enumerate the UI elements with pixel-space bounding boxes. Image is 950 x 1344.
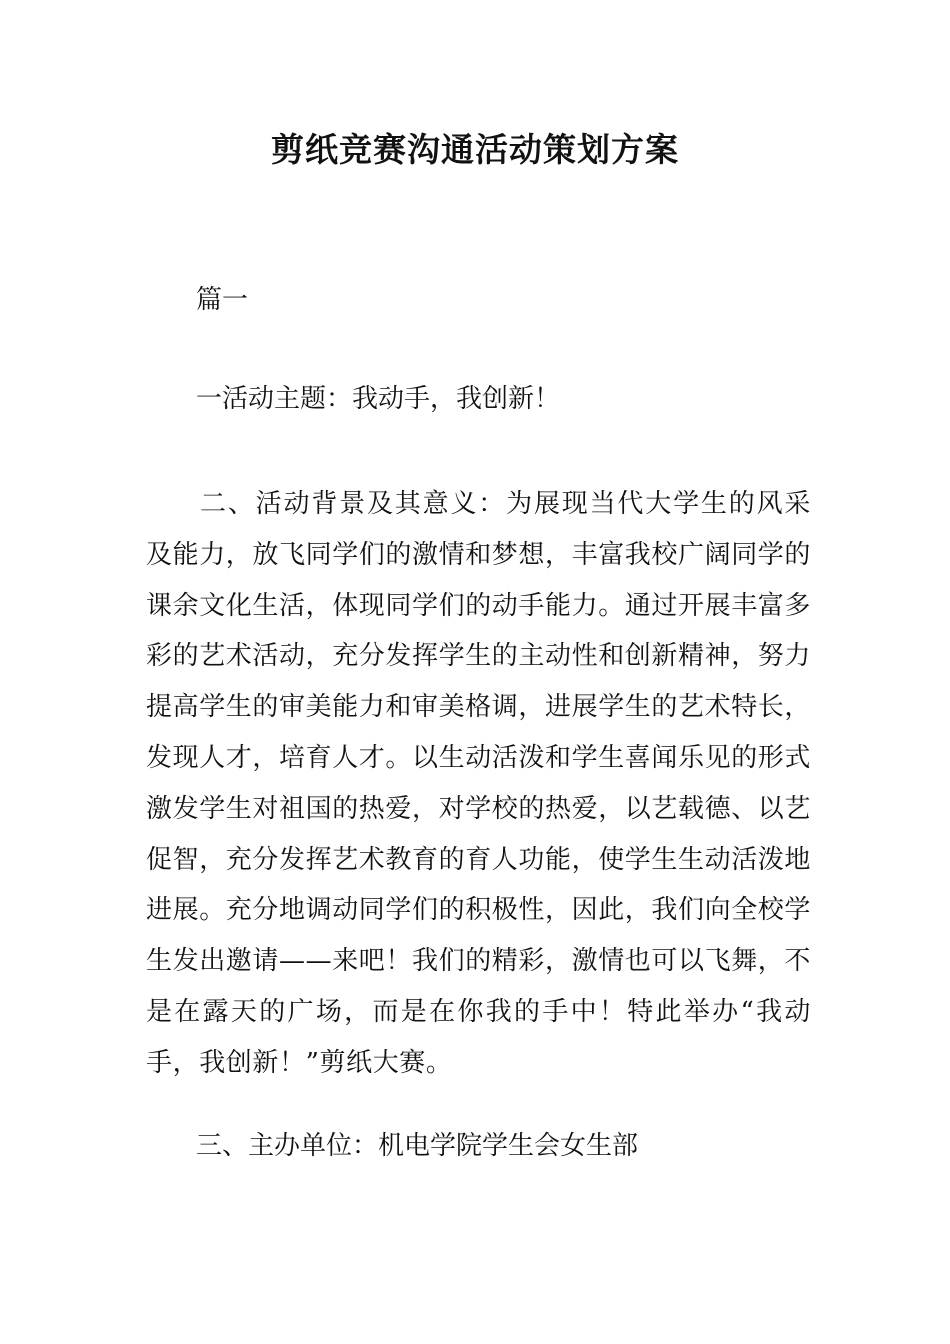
section-label: 篇一 [196, 285, 249, 315]
document-title: 剪纸竞赛沟通活动策划方案 [271, 130, 679, 169]
activity-background-paragraph: 二、活动背景及其意义：为展现当代大学生的风采及能力，放飞同学们的激情和梦想，丰富我校广阔同学的课余文化生活，体现同学们的动手能力。通过开展丰富多彩的艺术活动，充分发挥学生的主动性和创新精神，努力提高学生的审美能力和审美格调，进展学生的艺术特长，发现人才，培育人才。以生动活泼和学生喜闻乐见的形式激发学生对祖国的热爱，对学校的热爱，以艺载德、以艺促智，充分发挥艺术教育的育人功能，使学生生动活泼地进展。充分地调动同学们的积极性，因此，我们向全校学生发出邀请——来吧！我们的精彩，激情也可以飞舞，不是在露天的广场，而是在你我的手中！特此举办“我动手，我创新！”剪纸大赛。 [146, 489, 812, 1078]
activity-theme: 一活动主题：我动手，我创新！ [196, 384, 561, 414]
organizer: 三、主办单位：机电学院学生会女生部 [196, 1131, 639, 1161]
